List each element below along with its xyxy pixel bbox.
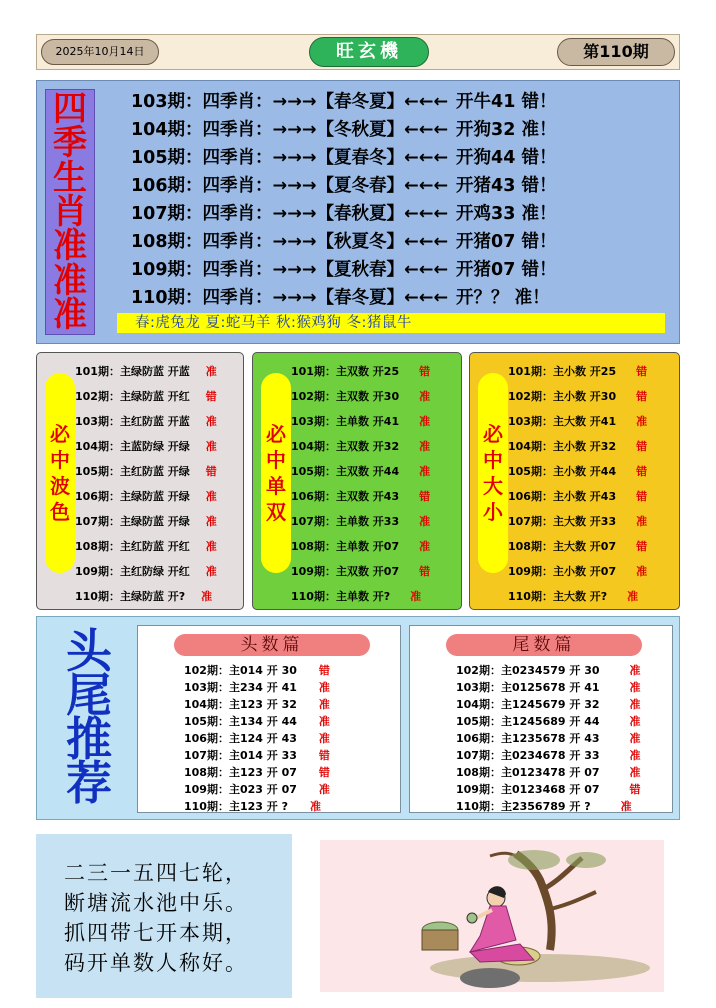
arrow-out: ←←← bbox=[404, 288, 449, 308]
result-row bbox=[75, 534, 243, 559]
result-mark: 准 bbox=[629, 749, 641, 762]
result-row bbox=[291, 459, 461, 484]
result-row bbox=[184, 662, 400, 679]
four-season-label: 四季肖： bbox=[202, 260, 273, 280]
four-season-period: 103期： bbox=[131, 92, 203, 112]
result-row bbox=[291, 559, 461, 584]
result-mark: 错 bbox=[636, 465, 648, 478]
result-row bbox=[291, 359, 461, 384]
result-row bbox=[184, 713, 400, 730]
result-row bbox=[75, 484, 243, 509]
arrow-in: →→→ bbox=[272, 260, 317, 280]
result-mark: 准 bbox=[419, 440, 431, 453]
prediction-text: 107期：主单数 开33 bbox=[291, 515, 400, 528]
four-season-label: 四季肖： bbox=[202, 148, 273, 168]
prediction-text: 110期：主绿防蓝 开? bbox=[75, 590, 186, 603]
result-mark: 错 bbox=[629, 783, 641, 796]
four-season-period: 108期： bbox=[131, 232, 203, 252]
prediction-text: 101期：主双数 开25 bbox=[291, 365, 400, 378]
result-row bbox=[291, 509, 461, 534]
prediction-text: 105期：主134 开 44 bbox=[184, 715, 297, 728]
arrow-out: ←←← bbox=[404, 260, 449, 280]
result-row bbox=[456, 747, 672, 764]
four-season-label: 四季肖： bbox=[202, 120, 273, 140]
prediction-text: 106期：主绿防蓝 开绿 bbox=[75, 490, 190, 503]
arrow-in: →→→ bbox=[272, 148, 317, 168]
four-season-row bbox=[131, 228, 671, 256]
four-season-pick: 【春冬夏】 bbox=[316, 288, 405, 308]
odd-even-title bbox=[261, 373, 291, 573]
poem-line: 二三一五四七轮， bbox=[64, 861, 248, 885]
result-row bbox=[508, 359, 679, 384]
result-row bbox=[75, 384, 243, 409]
prediction-text: 110期：主单数 开? bbox=[291, 590, 391, 603]
title-char: 中 bbox=[50, 448, 70, 472]
four-season-period: 105期： bbox=[131, 148, 203, 168]
prediction-text: 105期：主小数 开44 bbox=[508, 465, 617, 478]
result-mark: 准 bbox=[318, 698, 330, 711]
prediction-text: 103期：主大数 开41 bbox=[508, 415, 617, 428]
prediction-text: 104期：主123 开 32 bbox=[184, 698, 297, 711]
prediction-text: 108期：主0123478 开 07 bbox=[456, 766, 600, 779]
wave-color-list bbox=[75, 359, 243, 609]
woman-by-tree-illustration bbox=[320, 840, 664, 992]
result-mark: 准 bbox=[629, 766, 641, 779]
four-season-result: 开狗32 准！ bbox=[456, 120, 557, 140]
four-season-row bbox=[131, 256, 671, 284]
arrow-in: →→→ bbox=[272, 232, 317, 252]
prediction-text: 107期：主绿防蓝 开绿 bbox=[75, 515, 190, 528]
result-mark: 错 bbox=[205, 465, 217, 478]
result-mark: 准 bbox=[627, 590, 639, 603]
prediction-text: 102期：主0234579 开 30 bbox=[456, 664, 600, 677]
result-row bbox=[75, 409, 243, 434]
four-season-row bbox=[131, 88, 671, 116]
tail-number-card bbox=[409, 625, 673, 813]
prediction-text: 107期：主014 开 33 bbox=[184, 749, 297, 762]
result-mark: 准 bbox=[419, 390, 431, 403]
result-mark: 准 bbox=[419, 515, 431, 528]
result-row bbox=[508, 534, 679, 559]
prediction-text: 102期：主014 开 30 bbox=[184, 664, 297, 677]
result-mark: 错 bbox=[318, 749, 330, 762]
result-mark: 错 bbox=[419, 490, 431, 503]
title-char: 必 bbox=[483, 422, 503, 446]
result-mark: 准 bbox=[636, 515, 648, 528]
title-char: 准 bbox=[53, 226, 87, 267]
result-row bbox=[75, 359, 243, 384]
title-char: 双 bbox=[266, 500, 286, 524]
four-season-label: 四季肖： bbox=[202, 232, 273, 252]
four-season-period: 107期： bbox=[131, 204, 203, 224]
four-season-period: 110期： bbox=[131, 288, 203, 308]
four-season-pick: 【春秋夏】 bbox=[316, 204, 405, 224]
result-mark: 准 bbox=[318, 783, 330, 796]
four-season-row bbox=[131, 116, 671, 144]
result-row bbox=[456, 679, 672, 696]
result-row bbox=[291, 534, 461, 559]
result-row bbox=[508, 409, 679, 434]
title-char: 小 bbox=[483, 500, 503, 524]
result-row bbox=[456, 764, 672, 781]
title-char: 推 bbox=[66, 712, 112, 766]
prediction-text: 103期：主红防蓝 开蓝 bbox=[75, 415, 190, 428]
result-row bbox=[75, 434, 243, 459]
four-season-list bbox=[131, 88, 671, 312]
four-season-row bbox=[131, 200, 671, 228]
arrow-out: ←←← bbox=[404, 176, 449, 196]
four-season-result: 开狗44 错！ bbox=[456, 148, 557, 168]
odd-even-panel bbox=[252, 352, 462, 610]
four-season-period: 104期： bbox=[131, 120, 203, 140]
prediction-text: 107期：主0234678 开 33 bbox=[456, 749, 600, 762]
arrow-in: →→→ bbox=[272, 176, 317, 196]
result-row bbox=[456, 798, 672, 815]
prediction-text: 108期：主123 开 07 bbox=[184, 766, 297, 779]
result-mark: 准 bbox=[205, 565, 217, 578]
poem-line: 抓四带七开本期， bbox=[64, 921, 248, 945]
prediction-text: 103期：主0125678 开 41 bbox=[456, 681, 600, 694]
four-season-pick: 【夏秋春】 bbox=[316, 260, 405, 280]
result-row bbox=[456, 696, 672, 713]
result-mark: 准 bbox=[636, 415, 648, 428]
result-row bbox=[508, 434, 679, 459]
result-mark: 错 bbox=[636, 540, 648, 553]
arrow-out: ←←← bbox=[404, 204, 449, 224]
issue-number: 第110期 bbox=[557, 38, 675, 66]
prediction-text: 110期：主2356789 开 ? bbox=[456, 800, 591, 813]
title-char: 必 bbox=[50, 422, 70, 446]
result-mark: 错 bbox=[636, 440, 648, 453]
result-row bbox=[75, 459, 243, 484]
poem-line: 码开单数人称好。 bbox=[64, 951, 248, 975]
prediction-text: 109期：主双数 开07 bbox=[291, 565, 400, 578]
arrow-in: →→→ bbox=[272, 204, 317, 224]
result-row bbox=[184, 764, 400, 781]
prediction-text: 109期：主0123468 开 07 bbox=[456, 783, 600, 796]
result-row bbox=[291, 384, 461, 409]
prediction-text: 104期：主1245679 开 32 bbox=[456, 698, 600, 711]
title-char: 中 bbox=[483, 448, 503, 472]
illustration bbox=[320, 840, 664, 992]
prediction-text: 109期：主红防绿 开红 bbox=[75, 565, 190, 578]
four-season-label: 四季肖： bbox=[202, 204, 273, 224]
prediction-text: 104期：主双数 开32 bbox=[291, 440, 400, 453]
poem-box bbox=[36, 834, 292, 998]
head-tail-title bbox=[49, 624, 129, 810]
result-mark: 准 bbox=[410, 590, 422, 603]
prediction-text: 105期：主1245689 开 44 bbox=[456, 715, 600, 728]
result-mark: 错 bbox=[636, 390, 648, 403]
title-char: 中 bbox=[266, 448, 286, 472]
result-mark: 准 bbox=[205, 540, 217, 553]
result-row bbox=[291, 484, 461, 509]
title-char: 尾 bbox=[66, 668, 112, 722]
four-season-result: 开猪43 错！ bbox=[456, 176, 557, 196]
result-row bbox=[456, 713, 672, 730]
result-mark: 准 bbox=[629, 681, 641, 694]
prediction-text: 106期：主124 开 43 bbox=[184, 732, 297, 745]
header-bar bbox=[36, 34, 680, 70]
prediction-text: 103期：主单数 开41 bbox=[291, 415, 400, 428]
result-mark: 错 bbox=[636, 490, 648, 503]
head-number-title: 头数篇 bbox=[174, 634, 370, 656]
prediction-text: 108期：主红防蓝 开红 bbox=[75, 540, 190, 553]
result-row bbox=[75, 559, 243, 584]
big-small-title bbox=[478, 373, 508, 573]
result-mark: 准 bbox=[318, 681, 330, 694]
prediction-text: 101期：主绿防蓝 开蓝 bbox=[75, 365, 190, 378]
title-char: 准 bbox=[53, 260, 87, 301]
prediction-text: 106期：主小数 开43 bbox=[508, 490, 617, 503]
result-mark: 准 bbox=[629, 732, 641, 745]
prediction-text: 102期：主小数 开30 bbox=[508, 390, 617, 403]
prediction-text: 104期：主蓝防绿 开绿 bbox=[75, 440, 190, 453]
result-mark: 准 bbox=[318, 715, 330, 728]
title-char: 头 bbox=[66, 624, 112, 678]
result-row bbox=[291, 584, 461, 609]
result-row bbox=[508, 584, 679, 609]
result-row bbox=[184, 696, 400, 713]
result-mark: 准 bbox=[205, 415, 217, 428]
title-char: 荐 bbox=[66, 756, 112, 810]
arrow-in: →→→ bbox=[272, 288, 317, 308]
result-mark: 错 bbox=[419, 565, 431, 578]
prediction-text: 106期：主1235678 开 43 bbox=[456, 732, 600, 745]
title-char: 四 bbox=[53, 89, 87, 130]
result-mark: 准 bbox=[205, 490, 217, 503]
arrow-in: →→→ bbox=[272, 120, 317, 140]
title-char: 肖 bbox=[53, 191, 87, 232]
title-char: 生 bbox=[53, 157, 87, 198]
result-mark: 准 bbox=[205, 515, 217, 528]
four-season-row bbox=[131, 144, 671, 172]
result-mark: 准 bbox=[201, 590, 213, 603]
odd-even-list bbox=[291, 359, 461, 609]
prediction-text: 101期：主小数 开25 bbox=[508, 365, 617, 378]
result-row bbox=[456, 781, 672, 798]
result-row bbox=[75, 584, 243, 609]
season-legend: 春:虎兔龙 夏:蛇马羊 秋:猴鸡狗 冬:猪鼠牛 bbox=[117, 313, 665, 333]
big-small-list bbox=[508, 359, 679, 609]
prediction-text: 108期：主单数 开07 bbox=[291, 540, 400, 553]
wave-color-title bbox=[45, 373, 75, 573]
tail-number-title: 尾数篇 bbox=[446, 634, 642, 656]
result-mark: 错 bbox=[318, 664, 330, 677]
prediction-text: 103期：主234 开 41 bbox=[184, 681, 297, 694]
four-season-title bbox=[45, 89, 95, 335]
prediction-text: 106期：主双数 开43 bbox=[291, 490, 400, 503]
result-mark: 准 bbox=[629, 715, 641, 728]
title-char: 必 bbox=[266, 422, 286, 446]
result-mark: 准 bbox=[629, 698, 641, 711]
four-season-label: 四季肖： bbox=[202, 176, 273, 196]
result-mark: 准 bbox=[309, 800, 321, 813]
four-season-label: 四季肖： bbox=[202, 288, 273, 308]
result-row bbox=[291, 409, 461, 434]
prediction-text: 110期：主123 开 ? bbox=[184, 800, 288, 813]
four-season-pick: 【夏冬春】 bbox=[316, 176, 405, 196]
result-row bbox=[508, 559, 679, 584]
four-season-section bbox=[36, 80, 680, 344]
result-row bbox=[75, 509, 243, 534]
result-row bbox=[456, 730, 672, 747]
arrow-out: ←←← bbox=[404, 120, 449, 140]
prediction-text: 107期：主大数 开33 bbox=[508, 515, 617, 528]
head-tail-section bbox=[36, 616, 680, 820]
four-season-pick: 【夏春冬】 bbox=[316, 148, 405, 168]
result-mark: 错 bbox=[205, 390, 217, 403]
four-season-result: 开鸡33 准！ bbox=[456, 204, 557, 224]
four-season-result: 开牛41 错！ bbox=[456, 92, 557, 112]
prediction-text: 102期：主双数 开30 bbox=[291, 390, 400, 403]
prediction-text: 109期：主023 开 07 bbox=[184, 783, 297, 796]
prediction-text: 105期：主红防蓝 开绿 bbox=[75, 465, 190, 478]
wave-color-panel bbox=[36, 352, 244, 610]
result-mark: 准 bbox=[419, 540, 431, 553]
four-season-result: 开猪07 错！ bbox=[456, 260, 557, 280]
title-char: 准 bbox=[53, 294, 87, 335]
result-mark: 错 bbox=[636, 365, 648, 378]
title-char: 季 bbox=[53, 123, 87, 164]
title-char: 色 bbox=[50, 500, 70, 524]
tail-number-list bbox=[456, 662, 672, 815]
arrow-out: ←←← bbox=[404, 148, 449, 168]
result-mark: 准 bbox=[205, 440, 217, 453]
result-mark: 错 bbox=[419, 365, 431, 378]
result-row bbox=[508, 509, 679, 534]
four-season-row bbox=[131, 284, 671, 312]
head-number-card bbox=[137, 625, 401, 813]
prediction-text: 108期：主大数 开07 bbox=[508, 540, 617, 553]
four-season-period: 106期： bbox=[131, 176, 203, 196]
result-mark: 准 bbox=[636, 565, 648, 578]
result-row bbox=[291, 434, 461, 459]
four-season-result: 开？？ 准！ bbox=[456, 288, 550, 308]
result-mark: 准 bbox=[205, 365, 217, 378]
result-mark: 准 bbox=[629, 664, 641, 677]
result-mark: 准 bbox=[419, 415, 431, 428]
date-label: 2025年10月14日 bbox=[41, 39, 159, 65]
brand-title: 旺玄機 bbox=[309, 37, 429, 67]
title-char: 大 bbox=[483, 474, 503, 498]
prediction-text: 110期：主大数 开? bbox=[508, 590, 608, 603]
four-season-label: 四季肖： bbox=[202, 92, 273, 112]
result-row bbox=[508, 384, 679, 409]
result-mark: 错 bbox=[318, 766, 330, 779]
result-mark: 准 bbox=[318, 732, 330, 745]
four-season-pick: 【秋夏冬】 bbox=[316, 232, 405, 252]
result-mark: 准 bbox=[419, 465, 431, 478]
poem-line: 断塘流水池中乐。 bbox=[64, 891, 248, 915]
four-season-period: 109期： bbox=[131, 260, 203, 280]
arrow-out: ←←← bbox=[404, 232, 449, 252]
prediction-text: 105期：主双数 开44 bbox=[291, 465, 400, 478]
head-number-list bbox=[184, 662, 400, 815]
result-mark: 准 bbox=[620, 800, 632, 813]
prediction-text: 109期：主小数 开07 bbox=[508, 565, 617, 578]
result-row bbox=[184, 730, 400, 747]
prediction-text: 102期：主绿防蓝 开红 bbox=[75, 390, 190, 403]
result-row bbox=[456, 662, 672, 679]
arrow-in: →→→ bbox=[272, 92, 317, 112]
result-row bbox=[184, 747, 400, 764]
four-season-pick: 【春冬夏】 bbox=[316, 92, 405, 112]
result-row bbox=[184, 679, 400, 696]
four-season-row bbox=[131, 172, 671, 200]
four-season-pick: 【冬秋夏】 bbox=[316, 120, 405, 140]
result-row bbox=[508, 484, 679, 509]
result-row bbox=[184, 781, 400, 798]
result-row bbox=[184, 798, 400, 815]
title-char: 波 bbox=[50, 474, 70, 498]
prediction-text: 104期：主小数 开32 bbox=[508, 440, 617, 453]
four-season-result: 开猪07 错！ bbox=[456, 232, 557, 252]
title-char: 单 bbox=[266, 474, 286, 498]
result-row bbox=[508, 459, 679, 484]
arrow-out: ←←← bbox=[404, 92, 449, 112]
big-small-panel bbox=[469, 352, 680, 610]
